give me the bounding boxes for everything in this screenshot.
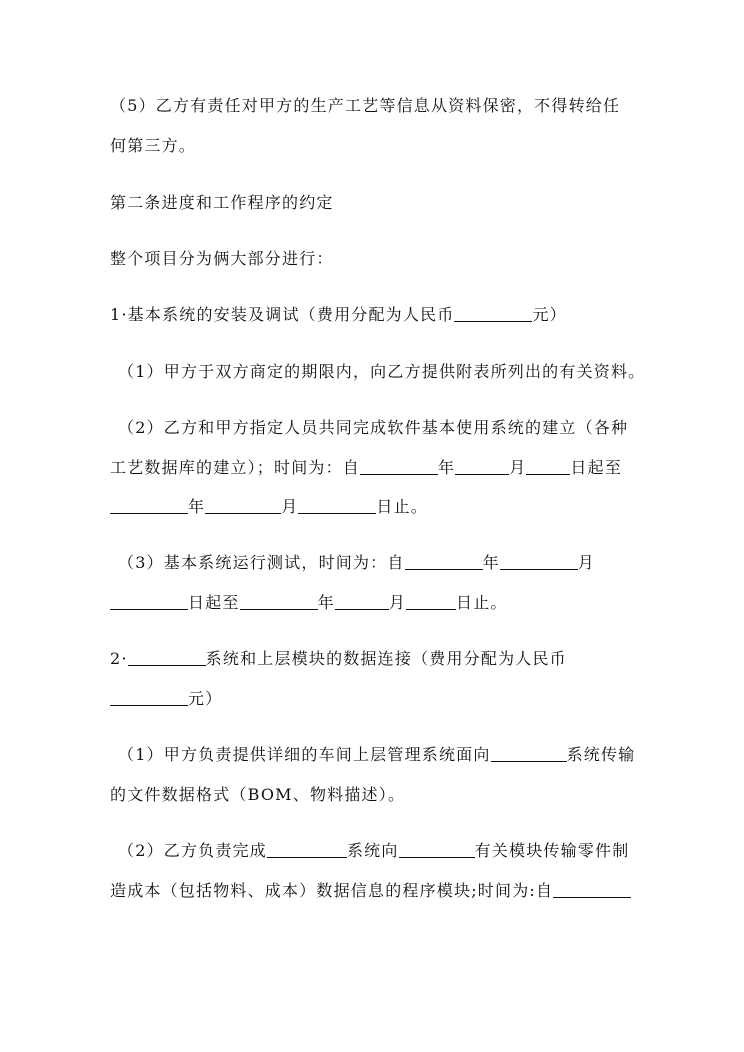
- end-year-blank: [240, 593, 318, 610]
- month-label: 月: [388, 593, 407, 612]
- start-day-blank: [526, 458, 570, 475]
- month-label: 月: [509, 458, 527, 477]
- start-month-blank: [500, 553, 578, 570]
- item-2-2-line-2: [110, 881, 631, 901]
- month-label: 月: [577, 553, 595, 572]
- item-2-2-text: （2）乙方负责完成: [118, 841, 267, 860]
- item-2-2-line-1: [118, 841, 629, 861]
- item-1-3-line-2: [110, 593, 508, 613]
- item-2-suffix: 元）: [188, 689, 223, 708]
- day-from-label: 日起至: [570, 458, 623, 477]
- end-year-blank: [110, 497, 188, 514]
- item-1-3-text: （3）基本系统运行测试，时间为：自: [118, 553, 405, 572]
- item-1-fee-blank: [454, 305, 532, 322]
- year-label: 年: [438, 458, 456, 477]
- start-year-blank: [360, 458, 438, 475]
- module-name-blank: [399, 841, 475, 858]
- clause-5-line-2: 何第三方。: [110, 136, 197, 155]
- month-label: 月: [281, 497, 299, 516]
- year-label: 年: [317, 593, 335, 612]
- item-2-1-line-1: [118, 745, 635, 765]
- system-name-blank: [267, 841, 347, 858]
- system-name-blank: [491, 745, 567, 762]
- item-1-2-line-3: [110, 497, 428, 517]
- item-2-1-text: （1）甲方负责提供详细的车间上层管理系统面向: [118, 745, 491, 764]
- item-2-2-text-c: 有关模块传输零件制: [474, 841, 630, 860]
- item-2-text: 系统和上层模块的数据连接（费用分配为人民币: [205, 649, 567, 668]
- item-1-suffix: 元）: [532, 305, 567, 324]
- item-2-heading: [110, 649, 567, 669]
- end-month-blank: [335, 593, 389, 610]
- project-intro: 整个项目分为俩大部分进行：: [110, 249, 334, 268]
- end-day-blank: [406, 593, 456, 610]
- item-1-heading: [110, 305, 567, 325]
- item-2-number: 2·: [110, 649, 128, 668]
- item-2-2-text-b: 系统向: [346, 841, 399, 860]
- end-month-blank: [205, 497, 281, 514]
- item-2-fee-blank: [110, 689, 188, 706]
- start-year-blank: [405, 553, 483, 570]
- day-from-label: 日起至: [188, 593, 240, 612]
- clause-5-line-1: （5）乙方有责任对甲方的生产工艺等信息从资料保密，不得转给任: [110, 96, 621, 115]
- item-1-2-time-label: 工艺数据库的建立）；时间为：自: [110, 458, 361, 477]
- item-1-text: 1·基本系统的安装及调试（费用分配为人民币: [110, 305, 455, 324]
- system-name-blank: [128, 649, 206, 666]
- article-2-title: 第二条进度和工作程序的约定: [110, 193, 334, 212]
- item-1-1: （1）甲方于双方商定的期限内，向乙方提供附表所列出的有关资料。: [118, 362, 646, 381]
- start-day-blank: [110, 593, 188, 610]
- item-2-2-line-2-text: 造成本（包括物料、成本）数据信息的程序模块;时间为:自: [110, 881, 554, 900]
- item-2-1-line-2: 的文件数据格式（BOM、物料描述）。: [110, 785, 406, 804]
- item-2-heading-line-2: [110, 689, 222, 709]
- day-end-label: 日止。: [456, 593, 508, 612]
- item-1-2-line-1: （2）乙方和甲方指定人员共同完成软件基本使用系统的建立（各种: [118, 418, 629, 437]
- year-label: 年: [188, 497, 206, 516]
- end-day-blank: [298, 497, 376, 514]
- day-end-label: 日止。: [376, 497, 429, 516]
- item-1-3-line-1: [118, 553, 595, 573]
- item-2-1-text-b: 系统传输: [566, 745, 636, 764]
- start-month-blank: [455, 458, 509, 475]
- start-date-blank: [553, 881, 631, 898]
- item-1-2-line-2: [110, 458, 622, 478]
- year-label: 年: [482, 553, 500, 572]
